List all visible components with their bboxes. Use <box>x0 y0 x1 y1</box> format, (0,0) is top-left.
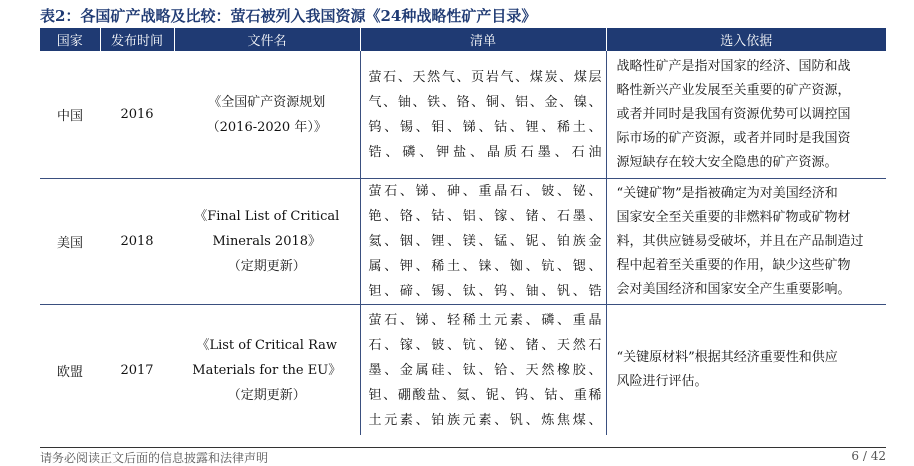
list-line: 土元素、铂族元素、钒、炼焦煤、 <box>368 412 602 428</box>
header-country: 国家 <box>40 28 100 51</box>
list-line: 钽、碲、锡、钛、钨、铀、钒、锆 <box>368 284 602 299</box>
list-line: 萤石、锑、轻稀土元素、磷、重晶 <box>368 312 602 328</box>
cell-basis <box>606 179 886 305</box>
header-year: 发布时间 <box>100 28 174 51</box>
list-line: 萤石、锑、砷、重晶石、铍、铋、 <box>368 184 602 199</box>
cell-basis <box>606 51 886 179</box>
cell-document <box>174 179 360 305</box>
doc-line: 《Final List of Critical <box>194 209 340 224</box>
doc-line: （定期更新） <box>227 259 306 274</box>
header-row <box>40 28 886 51</box>
header-basis: 选入依据 <box>606 28 886 51</box>
cell-year: 2017 <box>120 362 154 378</box>
cell-document <box>174 51 360 179</box>
list-line: 气、铀、铁、铬、铜、铝、金、镍、 <box>368 94 602 110</box>
cell-document <box>174 305 360 436</box>
list-line: 石、镓、铍、钪、铋、锗、天然石 <box>368 337 602 353</box>
list-line: 属、钾、稀土、铼、铷、钪、锶、 <box>368 259 602 274</box>
basis-line: “关键原材料”根据其经济重要性和供应 <box>616 350 838 365</box>
cell-list <box>360 51 606 179</box>
cell-list <box>360 305 606 436</box>
table-row-usa <box>40 179 886 305</box>
doc-line: （2016-2020 年）》 <box>206 119 327 135</box>
list-line: 铯、铬、钴、铝、镓、锗、石墨、 <box>368 209 602 224</box>
basis-line: 战略性矿产是指对国家的经济、国防和战 <box>616 58 851 74</box>
table-row-eu <box>40 305 886 436</box>
basis-line: 国家安全至关重要的非燃料矿物或矿物材 <box>616 209 851 225</box>
doc-line: （定期更新） <box>227 387 306 403</box>
basis-line: 会对美国经济和国家安全产生重要影响。 <box>616 281 851 297</box>
footer-disclaimer: 请务必阅读正文后面的信息披露和法律声明 <box>40 451 269 465</box>
basis-line: 或者并同时是我国有资源优势可以调控国 <box>616 106 851 122</box>
page-number: 6 / 42 <box>851 449 886 463</box>
list-line: 墨、金属硅、钛、铪、天然橡胶、 <box>368 362 602 378</box>
table-row-china <box>40 51 886 179</box>
cell-country: 美国 <box>40 179 100 305</box>
strategy-comparison-table <box>40 28 886 435</box>
cell-country: 中国 <box>40 51 100 179</box>
cell-country: 欧盟 <box>56 364 83 380</box>
footer-divider <box>40 447 886 448</box>
list-line: 钨、锡、钼、锑、钴、锂、稀土、 <box>368 119 602 135</box>
basis-line: 料，其供应链易受破坏，并且在产品制造过 <box>616 233 864 249</box>
cell-year: 2018 <box>100 179 174 305</box>
doc-line: Minerals 2018》 <box>212 234 322 249</box>
cell-basis <box>606 305 886 436</box>
basis-line: 风险进行评估。 <box>616 374 708 389</box>
cell-list <box>360 179 606 305</box>
cell-year: 2016 <box>100 51 174 179</box>
basis-line: 源短缺存在较大安全隐患的矿产资源。 <box>616 154 838 170</box>
basis-line: 程中起着至关重要的作用，缺少这些矿物 <box>616 257 851 273</box>
doc-line: Materials for the EU》 <box>192 362 342 378</box>
basis-line: 略性新兴产业发展至关重要的矿产资源， <box>616 82 851 98</box>
doc-line: 《List of Critical Raw <box>196 337 338 353</box>
list-line: 钽、硼酸盐、氦、铌、钨、钴、重稀 <box>368 387 602 403</box>
header-document: 文件名 <box>174 28 360 51</box>
list-line: 萤石、天然气、页岩气、煤炭、煤层 <box>368 69 602 85</box>
table-title: 表2：各国矿产战略及比较：萤石被列入我国资源《24种战略性矿产目录》 <box>40 7 537 25</box>
list-line: 氦、铟、锂、镁、锰、铌、铂族金 <box>368 234 602 249</box>
doc-line: 《全国矿产资源规划 <box>208 94 326 110</box>
basis-line: 际市场的矿产资源，或者并同时是我国资 <box>616 130 851 146</box>
header-list: 清单 <box>360 28 606 51</box>
list-line: 锆、磷、钾盐、晶质石墨、石油 <box>368 144 602 160</box>
basis-line: “关键矿物”是指被确定为对美国经济和 <box>616 185 838 201</box>
